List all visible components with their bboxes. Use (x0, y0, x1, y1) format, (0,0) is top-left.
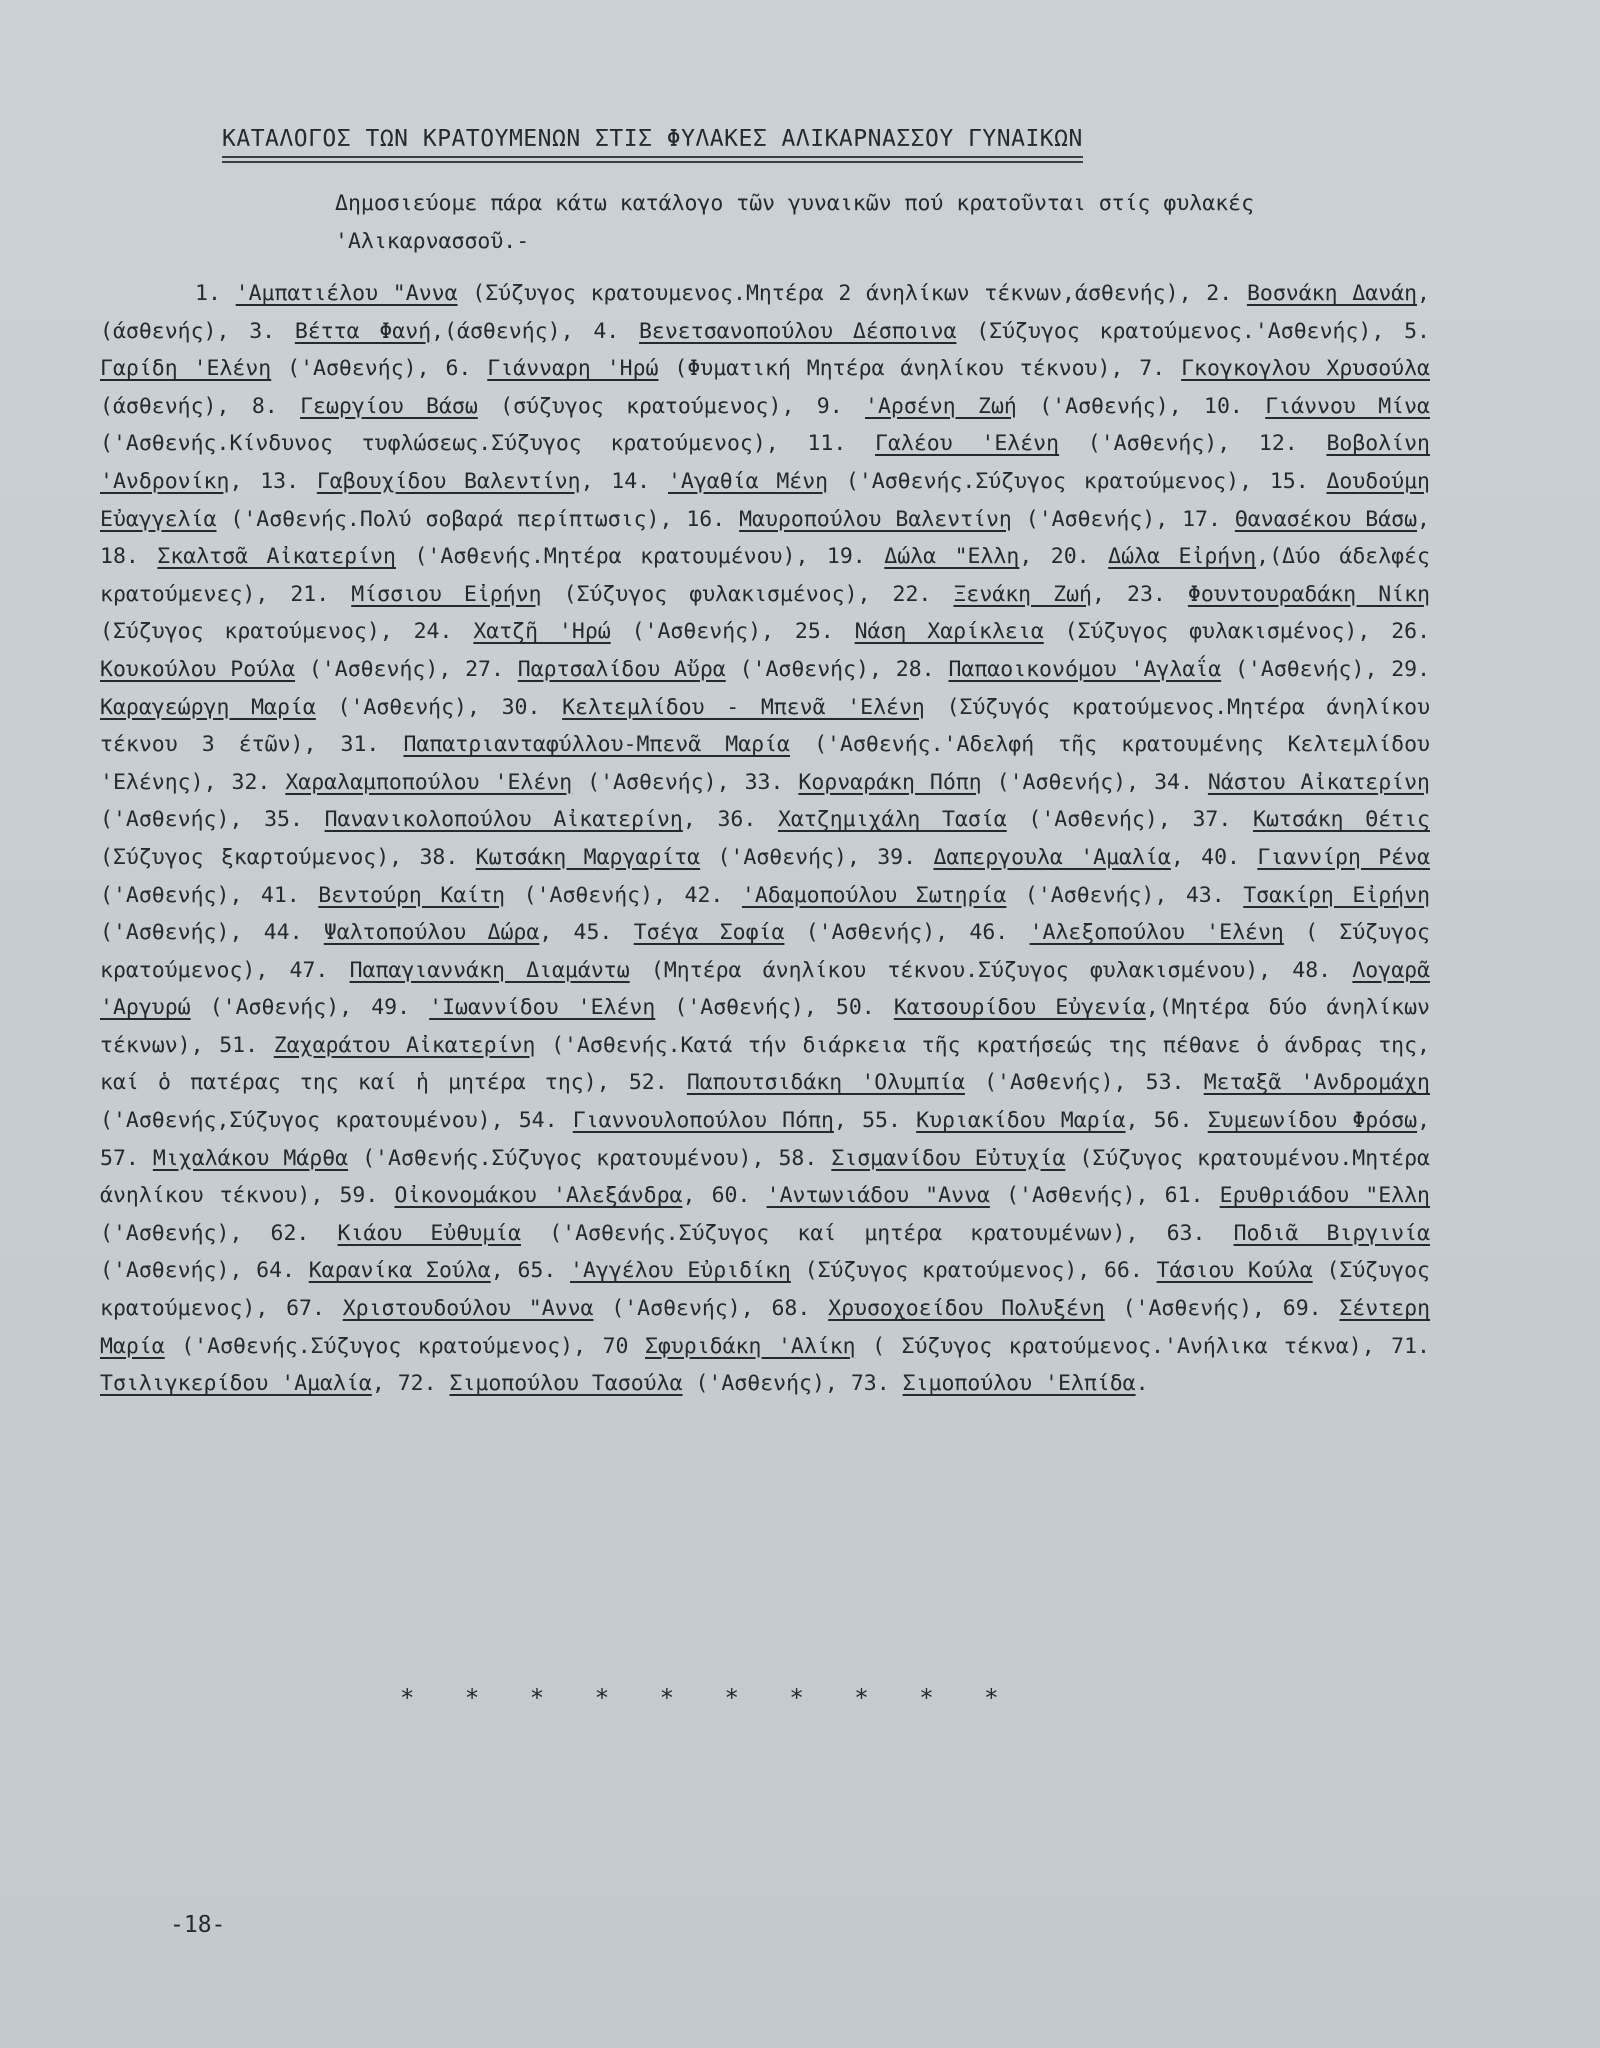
entry-note: ('Ασθενής,Σύζυγος κρατουμένου) (100, 1108, 491, 1134)
entry-name: Πανανικολοπούλου Αἰκατερίνη (324, 807, 683, 833)
entry-number: 42. (684, 882, 724, 908)
entry-number: 52. (628, 1070, 668, 1096)
entry-number: 55. (862, 1108, 901, 1134)
entry-name: Βέττα Φανή (294, 318, 432, 344)
entry-name: Φουντουραδάκη Νίκη (1187, 581, 1431, 607)
list-item (339, 1183, 682, 1208)
entry-name: Βοσνάκη Δανάη (1246, 281, 1418, 306)
entry-number: 17. (1182, 506, 1221, 532)
list-item (419, 845, 846, 870)
entry-note: ('Ασθενής.Σύζυγος κρατούμενος) (181, 1333, 574, 1359)
entry-name: Ξενάκη Ζωή (953, 581, 1092, 607)
entry-number: 35. (264, 807, 303, 833)
entry-number: 29. (1391, 656, 1431, 682)
entry-name: Ερυθριάδου "Ελλη (1219, 1183, 1431, 1209)
entry-note: ('Ασθενής) (1234, 656, 1365, 682)
entry-name: 'Αγαθία Μένη (667, 468, 829, 494)
list-item (851, 1371, 1149, 1396)
entry-note: ,(άσθενής) (431, 318, 561, 344)
entry-name: Χρυσοχοείδου Πολυξένη (828, 1296, 1105, 1322)
entry-name: Κουκούλου Ρούλα (100, 656, 296, 682)
entry-number: 25. (794, 619, 834, 645)
list-item (261, 883, 653, 908)
entry-name: Παρτσαλίδου Αὔρα (517, 656, 726, 682)
entry-number: 10. (1204, 393, 1243, 419)
entry-number: 6. (445, 356, 472, 382)
entry-number: 67. (286, 1296, 325, 1322)
entry-note: (Σύζυγός κρατούμενος.Μητέρα άνηλίκου τέκνου 3 έτῶν) (100, 694, 1431, 758)
entry-name: Βενετσανοπούλου Δέσποινα (638, 318, 957, 344)
entry-name: Κιάου Εὐθυμία (337, 1220, 522, 1246)
entry-name: Γιαννουλοπούλου Πόπη (572, 1108, 834, 1134)
entry-name: Γαβουχίδου Βαλεντίνη (316, 468, 581, 494)
entry-note: (Σύζυγος κρατούμενος) (100, 619, 380, 645)
entry-note: ('Ασθενής.Πολύ σοβαρά περίπτωσις) (230, 506, 660, 532)
list-item (195, 281, 1179, 306)
entry-name: Βεντούρη Καίτη (318, 882, 506, 908)
entry-number: 16. (686, 506, 726, 532)
entry-number: 71. (1391, 1333, 1431, 1359)
entry-number: 45. (573, 920, 613, 946)
list-item (817, 394, 1169, 419)
entry-name: Ζαχαράτου Αἰκατερίνη (273, 1032, 536, 1058)
entry-number: 54. (518, 1108, 558, 1134)
entry-number: 62. (270, 1220, 310, 1246)
entry-number: 38. (419, 844, 459, 870)
entry-note: ('Ασθενής) (523, 882, 654, 908)
list-item (574, 920, 936, 945)
entry-note: ('Ασθενής) (337, 694, 467, 720)
entry-note: ( Σύζυγος κρατούμενος.'Ανήλικα τέκνα) (872, 1333, 1362, 1359)
list-item (371, 995, 804, 1020)
prisoner-list: 1. 'Αμπατιέλου "Αννα (Σύζυγος κρατουμενος.Μητέρα 2 άνηλίκων τέκνων,άσθενής), 2. Βοσνάκη Δανάη,(άσθενής), 3. Βέττα Φανή,(άσθενής), 4. Βενετσανοπούλου Δέσποινα (Σύζυγος κρατούμενος.'Ασθενής), 5. Γαρίδη 'Ελένη ('Ασθενής), 6. Γιάνναρη 'Ηρώ (Φυματική Μητέρα άνηλίκου τέκνου), 7. Γκογκογλου Χρυσούλα (άσθενής), 8. Γεωργίου Βάσω (σύζυγος κρατούμενος), 9. 'Αρσένη Ζωή ('Ασθενής), 10. Γιάννου Μίνα ('Ασθενής.Κίνδυνος τυφλώσεως.Σύζυγος κρατούμενος), 11. Γαλέου 'Ελένη ('Ασθενής), 12. Βοβολίνη 'Ανδρονίκη, 13. Γαβουχίδου Βαλεντίνη, 14. 'Αγαθία Μένη ('Ασθενής.Σύζυγος κρατούμενος), 15. Δουδούμη Εὐαγγελία ('Ασθενής.Πολύ σοβαρά περίπτωσις), 16. Μαυροπούλου Βαλεντίνη ('Ασθενής), 17. Θανασέκου Βάσω, 18. Σκαλτσᾶ Αἰκατερίνη ('Ασθενής.Μητέρα κρατουμένου), 19. Δώλα "Ελλη, 20. Δώλα Εἰρήνη,(Δύο άδελφές κρατούμενες), 21. Μίσσιου Εἰρήνη (Σύζυγος φυλακισμένος), 22. Ξενάκη Ζωή, 23. Φουντουραδάκη Νίκη (Σύζυγος κρατούμενος), 24. Χατζῆ 'Ηρώ ('Ασθενής), 25. Νάση Χαρίκλεια (Σύζυγος φυλακισμένος), 26. Κουκούλου Ρούλα ('Ασθενής), 27. Παρτσαλίδου Αὔρα ('Ασθενής), 28. Παπαοικονόμου 'Αγλαΐα ('Ασθενής), 29. Καραγεώργη Μαρία ('Ασθενής), 30. Κελτεμλίδου - Μπενᾶ 'Ελένη (Σύζυγός κρατούμενος.Μητέρα άνηλίκου τέκνου 3 έτῶν), 31. Παπατριανταφύλλου-Μπενᾶ Μαρία ('Ασθενής.'Αδελφή τῆς κρατουμένης Κελτεμλίδου 'Ελένης), 32. Χαραλαμποπούλου 'Ελένη ('Ασθενής), 33. Κορναράκη Πόπη ('Ασθενής), 34. Νάστου Αἰκατερίνη ('Ασθενής), 35. Πανανικολοπούλου Αἰκατερίνη, 36. Χατζημιχάλη Τασία ('Ασθενής), 37. Κωτσάκη Θέτις (Σύζυγος ξκαρτούμενος), 38. Κωτσάκη Μαργαρίτα ('Ασθενής), 39. Δαπεργουλα 'Αμαλία, 40. Γιαννίρη Ρένα ('Ασθενής), 41. Βεντούρη Καίτη ('Ασθενής), 42. 'Αδαμοπούλου Σωτηρία ('Ασθενής), 43. Τσακίρη Εἰρήνη ('Ασθενής), 44. Ψαλτοπούλου Δώρα, 45. Τσέγα Σοφία ('Ασθενής), 46. 'Αλεξοπούλου 'Ελένη ( Σύζυγος κρατούμενος), 47. Παπαγιαννάκη Διαμάντω (Μητέρα άνηλίκου τέκνου.Σύζυγος φυλακισμένου), 48. Λογαρᾶ 'Αργυρώ ('Ασθενής), 49. 'Ιωαννίδου 'Ελένη ('Ασθενής), 50. Κατσουρίδου Εὐγενία,(Μητέρα δύο άνηλίκων τέκνων), 51. Ζαχαράτου Αἰκατερίνη ('Ασθενής.Κατά τήν διάρκεια τῆς κρατήσεώς της πέθανε ὁ άνδρας της, καί ὁ πατέρας της καί ἡ μητέρα της), 52. Παπουτσιδάκη 'Ολυμπία ('Ασθενής), 53. Μεταξᾶ 'Ανδρομάχη ('Ασθενής,Σύζυγος κρατουμένου), 54. Γιαννουλοπούλου Πόπη, 55. Κυριακίδου Μαρία, 56. Συμεωνίδου Φρόσω, 57. Μιχαλάκου Μάρθα ('Ασθενής.Σύζυγος κρατουμένου), 58. Σισμανίδου Εὐτυχία (Σύζυγος κρατουμένου.Μητέρα άνηλίκου τέκνου), 59. Οἰκονομάκου 'Αλεξάνδρα, 60. 'Αντωνιάδου "Αννα ('Ασθενής), 61. Ερυθριάδου "Ελλη ('Ασθενής), 62. Κιάου Εὐθυμία ('Ασθενής.Σύζυγος καί μητέρα κρατουμένων), 63. Ποδιᾶ Βιργινία ('Ασθενής), 64. Καρανίκα Σούλα, 65. 'Αγγέλου Εὐριδίκη (Σύζυγος κρατούμενος), 66. Τάσιου Κούλα (Σύζυγος κρατούμενος), 67. Χριστουδούλου "Αννα ('Ασθενής), 68. Χρυσοχοείδου Πολυξένη ('Ασθενής), 69. Σέντερη Μαρία ('Ασθενής.Σύζυγος κρατούμενος), 70 Σφυριδάκη 'Αλίκη ( Σύζυγος κρατούμενος.'Ανήλικα τέκνα), 71. Τσιλιγκερίδου 'Αμαλία, 72. Σιμοπούλου Τασούλα ('Ασθενής), 73. Σιμοπούλου 'Ελπίδα. (100, 281, 1431, 1397)
entry-number: 27. (465, 656, 504, 682)
entry-name: 'Αδαμοπούλου Σωτηρία (741, 882, 1007, 908)
entry-note: ('Ασθενής) (1028, 807, 1158, 833)
entry-note: ( Σύζυγος κρατούμενος) (100, 920, 1431, 983)
entry-note: (Σύζυγος κρατούμενος) (804, 1258, 1078, 1284)
entry-name: Χαραλαμποπούλου 'Ελένη (285, 769, 573, 795)
entry-number: 72. (397, 1371, 437, 1397)
list-item (286, 1296, 741, 1321)
list-item (1154, 1108, 1417, 1133)
entry-number: 65. (517, 1258, 557, 1284)
entry-name: Κυριακίδου Μαρία (916, 1108, 1126, 1134)
entry-note: (Σύζυγος φυλακισμένος) (563, 581, 858, 607)
entry-note: ,(Μητέρα δύο άνηλίκων τέκνων) (100, 995, 1431, 1058)
entry-number: 12. (1258, 431, 1298, 457)
entry-number: 4. (593, 318, 620, 344)
list-item (827, 544, 1019, 569)
entry-note: ('Ασθενής) (587, 769, 717, 795)
entry-name: Δώλα "Ελλη (884, 544, 1020, 570)
entry-name: Νάστου Αἰκατερίνη (1207, 769, 1431, 795)
entry-note: ('Ασθενής.Μητέρα κρατουμένου) (414, 544, 796, 570)
entry-number: 50. (835, 995, 875, 1021)
entry-note: (Σύζυγος φυλακισμένος) (1064, 619, 1358, 645)
entry-number: 2. (1206, 281, 1233, 306)
entry-number: 56. (1153, 1108, 1193, 1134)
entry-number: 37. (1192, 807, 1232, 833)
entry-number: 39. (877, 844, 917, 870)
entry-name: 'Αλεξοπούλου 'Ελένη (1029, 920, 1284, 946)
entry-name: Σιμοπούλου 'Ελπίδα (902, 1371, 1136, 1397)
entry-number: 3. (249, 318, 276, 344)
entry-note: ,(Δύο άδελφές κρατούμενες) (100, 544, 1430, 607)
entry-name: Καραγεώργη Μαρία (100, 694, 316, 720)
entry-note: ('Ασθενής.'Αδελφή τῆς κρατουμένης Κελτεμλίδου 'Ελένης) (100, 732, 1430, 795)
list-item (685, 883, 1155, 908)
entry-note: ('Ασθενής) (100, 807, 230, 833)
entry-name: Ποδιᾶ Βιργινία (1233, 1220, 1431, 1246)
list-item (100, 1146, 752, 1171)
entry-number: 24. (413, 619, 453, 645)
entry-note: (Σύζυγος ξκαρτούμενος) (100, 844, 390, 870)
list-item (717, 807, 1157, 832)
entry-number: 31. (340, 732, 380, 758)
entry-number: 9. (816, 393, 843, 419)
entry-number: 13. (260, 468, 300, 494)
list-item (603, 1334, 1362, 1359)
entry-name: Δαπεργουλα 'Αμαλία (933, 844, 1171, 870)
entry-name: Παπατριανταφύλλου-Μπενᾶ Μαρία (403, 732, 790, 758)
entry-name: Γιαννίρη Ρένα (1257, 844, 1431, 870)
entry-note: (άσθενής) (100, 393, 217, 419)
entry-number: 51. (219, 1032, 259, 1058)
entry-number: 34. (1154, 769, 1193, 795)
entry-name: Τσακίρη Εἰρήνη (1243, 882, 1431, 908)
entry-number: 66. (1103, 1258, 1143, 1284)
entry-name: Γαρίδη 'Ελένη (100, 356, 272, 382)
entry-name: Κωτσάκη Θέτις (1253, 807, 1430, 833)
entry-number: 41. (260, 882, 300, 908)
entry-note: ('Ασθενής) (1025, 506, 1156, 532)
entry-number: 49. (371, 995, 411, 1021)
entry-number: 11. (807, 431, 847, 457)
entry-name: Οἰκονομάκου 'Αλεξάνδρα (394, 1183, 683, 1209)
entry-name: Γιάννου Μίνα (1265, 393, 1430, 419)
entry-name: Μεταξᾶ 'Ανδρομάχη (1203, 1070, 1430, 1096)
list-item (686, 507, 1155, 532)
entry-name: Ψαλτοπούλου Δώρα (323, 920, 540, 946)
entry-name: Κατσουρίδου Εὐγενία (893, 995, 1146, 1021)
entry-note: ('Ασθενής) (805, 920, 936, 946)
entry-name: Δουδούμη Εὐαγγελία (100, 468, 1431, 532)
document-title: ΚΑΤΑΛΟΓΟΣ ΤΩΝ ΚΡΑΤΟΥΜΕΝΩΝ ΣΤΙΣ ΦΥΛΑΚΕΣ ΑΛΙΚΑΡΝΑΣΣΟΥ ΓΥΝΑΙΚΩΝ (222, 126, 1083, 158)
entry-name: Σέντερη Μαρία (100, 1296, 1431, 1359)
entry-number: 58. (778, 1145, 818, 1171)
entry-name: 'Αρσένη Ζωή (865, 393, 1017, 419)
list-item (611, 469, 1239, 494)
entry-note: (Σύζυγος κρατουμένου.Μητέρα άνηλίκου τέκνου) (100, 1145, 1430, 1209)
entry-name: Χατζημιχάλη Τασία (777, 807, 1007, 833)
list-item (896, 657, 1365, 682)
entry-name: Συμεωνίδου Φρόσω (1207, 1108, 1418, 1134)
entry-note: (σύζυγος κρατούμενος) (500, 393, 782, 419)
entry-number: 73. (850, 1371, 890, 1397)
entry-number: 33. (744, 769, 784, 795)
entry-name: 'Αντωνιάδου "Αννα (766, 1183, 990, 1209)
entry-number: 1. (195, 281, 221, 306)
entry-note: (Μητέρα άνηλίκου τέκνου.Σύζυγος φυλακισμένου) (650, 957, 1259, 983)
entry-name: Σκαλτσᾶ Αἰκατερίνη (157, 544, 396, 570)
entry-number: 59. (339, 1183, 379, 1209)
entry-number: 43. (1185, 882, 1225, 908)
entry-name: Τσέγα Σοφία (633, 920, 785, 946)
entry-name: Κορναράκη Πόπη (798, 769, 982, 795)
entry-name: Σφυριδάκη 'Αλίκη (644, 1333, 856, 1359)
list-item (629, 1070, 1114, 1095)
entry-number: 22. (892, 581, 932, 607)
entry-note: ('Ασθενής) (611, 1296, 741, 1322)
entry-note: ('Ασθενής.Κίνδυνος τυφλώσεως.Σύζυγος κρατούμενος) (100, 431, 766, 457)
list-item (1182, 507, 1417, 532)
entry-name: Σισμανίδου Εὐτυχία (831, 1145, 1066, 1171)
entry-note: ('Ασθενής) (1006, 1183, 1136, 1209)
entry-note: ,(άσθενής) (100, 281, 1430, 344)
list-item (519, 1108, 834, 1133)
intro-paragraph: Δημοσιεύομε πάρα κάτω κατάλογο τῶν γυναικῶν πού κρατοῦνται στίς φυλακές 'Αλικαρνασσοῦ.- (335, 191, 1255, 254)
entry-name: Παπαγιαννάκη Διαμάντω (349, 957, 630, 983)
entry-name: Μίσσιου Εἰρήνη (351, 581, 542, 607)
entry-note: ('Ασθενής) (1122, 1296, 1253, 1322)
list-item (445, 356, 1110, 381)
list-item (260, 469, 580, 494)
entry-number: 14. (611, 468, 651, 494)
entry-note: ('Ασθενής) (631, 619, 762, 645)
entry-name: Γκογκογλου Χρυσούλα (1181, 356, 1430, 382)
entry-number: 15. (1269, 468, 1309, 494)
entry-number: 61. (1164, 1183, 1204, 1209)
entry-number: 60. (711, 1183, 751, 1209)
entry-note: (Φυματική Μητέρα άνηλίκου τέκνου) (674, 356, 1111, 382)
entry-name: Γιάνναρη 'Ηρώ (487, 356, 659, 382)
entry-note: ('Ασθενής) (100, 1258, 230, 1284)
entry-number: 19. (826, 544, 866, 570)
separator-stars: * * * * * * * * * * (400, 1684, 999, 1712)
entry-number: 69. (1282, 1296, 1322, 1322)
entry-note: ('Ασθενής) (100, 920, 230, 946)
list-item (771, 1296, 1252, 1321)
entry-number: 8. (251, 393, 278, 419)
list-item (100, 544, 795, 569)
entry-note: ('Ασθενής) (674, 995, 804, 1021)
list-item (517, 1258, 1077, 1283)
entry-name: Κωτσάκη Μαργαρίτα (475, 844, 701, 870)
entry-number: 28. (895, 656, 935, 682)
list-item (398, 1371, 825, 1396)
list-item (862, 1108, 1125, 1133)
list-item (877, 845, 1171, 870)
entry-note: ('Ασθενής.Σύζυγος καί μητέρα κρατουμένων) (549, 1220, 1126, 1246)
entry-name: Τάσιου Κούλα (1156, 1258, 1313, 1284)
list-item (232, 770, 717, 795)
entry-number: 44. (263, 920, 303, 946)
entry-number: 7. (1139, 356, 1166, 382)
entry-number: 46. (969, 920, 1009, 946)
entry-number: 40. (1201, 844, 1240, 870)
list-item (264, 807, 683, 832)
entry-number: 30. (501, 694, 541, 720)
entry-note: ('Ασθενής.Κατά τήν διάρκεια τῆς κρατήσεώς της πέθανε ὁ άνδρας της, καί ὁ πατέρας της καί ἡ μητέρα της) (100, 1032, 1430, 1096)
entry-number: 32. (231, 769, 271, 795)
entry-name: Μιχαλάκου Μάρθα (152, 1145, 349, 1171)
entry-name: Γεωργίου Βάσω (300, 393, 478, 419)
entry-number: 18. (100, 544, 139, 570)
list-item (256, 1258, 491, 1283)
entry-note: (Σύζυγος κρατούμενος.'Ασθενής) (976, 318, 1372, 344)
entry-name: Καρανίκα Σούλα (308, 1258, 491, 1284)
entry-note: (Σύζυγος κρατούμενος) (100, 1258, 1430, 1322)
entry-number: 70 (602, 1333, 629, 1359)
entry-note: ('Ασθενής) (100, 882, 230, 908)
entry-number: 68. (771, 1296, 811, 1322)
entry-name: Κελτεμλίδου - Μπενᾶ 'Ελένη (562, 694, 925, 720)
list-item (745, 770, 1127, 795)
entry-name: Βοβολίνη 'Ανδρονίκη (100, 431, 1431, 494)
entry-name: Θανασέκου Βάσω (1234, 506, 1418, 532)
entry-note: ('Ασθενής) (1087, 431, 1218, 457)
entry-name: 'Αμπατιέλου "Αννα (235, 281, 458, 306)
entry-note: ('Ασθενής) (996, 769, 1127, 795)
entry-number: 21. (290, 581, 330, 607)
entry-note: ('Ασθενής) (1039, 393, 1169, 419)
entry-note: ('Ασθενής) (1024, 882, 1155, 908)
list-item (290, 958, 1259, 983)
list-item (465, 657, 869, 682)
entry-name: Δώλα Εἰρήνη (1108, 544, 1257, 570)
entry-number: 47. (289, 957, 329, 983)
entry-number: 36. (717, 807, 757, 833)
entry-note: ('Ασθενής) (308, 656, 439, 682)
entry-number: 5. (1404, 318, 1430, 344)
list-item (795, 619, 1357, 644)
entry-number: 48. (1292, 957, 1332, 983)
entry-number: 26. (1391, 619, 1431, 645)
entry-note: ('Ασθενής) (739, 656, 870, 682)
list-item (264, 920, 540, 945)
list-item (593, 319, 1371, 344)
list-item (249, 319, 560, 344)
entry-name: Γαλέου 'Ελένη (875, 431, 1060, 457)
entry-note: ('Ασθενής.Σύζυγος κρατουμένου) (362, 1145, 752, 1171)
entry-number: 23. (1127, 581, 1166, 607)
entry-note: ('Ασθενής) (100, 1220, 230, 1246)
entry-name: Σιμοπούλου Τασούλα (449, 1371, 683, 1397)
entry-note: ('Ασθενής) (209, 995, 340, 1021)
entry-note: ('Ασθενής) (695, 1371, 825, 1397)
page-number: -18- (170, 1912, 226, 1938)
entry-name: Χατζῆ 'Ηρώ (473, 619, 611, 645)
entry-note: . (1135, 1371, 1149, 1397)
list-item (414, 619, 761, 644)
entry-name: Μαυροπούλου Βαλεντίνη (739, 506, 1012, 532)
entry-name: Νάση Χαρίκλεια (854, 619, 1044, 645)
entry-note: ('Ασθενής.Σύζυγος κρατούμενος) (845, 468, 1240, 494)
entry-number: 53. (1145, 1070, 1185, 1096)
entry-number: 20. (1050, 544, 1090, 570)
entry-name: Χριστουδούλου "Αννα (342, 1296, 594, 1322)
list-item (271, 1221, 1126, 1246)
list-item (712, 1183, 1136, 1208)
entry-name: Λογαρᾶ 'Αργυρώ (100, 957, 1431, 1021)
entry-name: 'Ιωαννίδου 'Ελένη (429, 995, 656, 1021)
list-item (807, 431, 1217, 456)
entry-name: 'Αγγέλου Εὐριδίκη (570, 1258, 791, 1284)
entry-name: Παπαοικονόμου 'Αγλαΐα (948, 656, 1222, 682)
entry-note: ('Ασθενής) (287, 356, 417, 382)
entry-note: ('Ασθενής) (717, 844, 847, 870)
entry-name: Παπουτσιδάκη 'Ολυμπία (686, 1070, 965, 1096)
list-item (893, 582, 1092, 607)
entry-number: 57. (100, 1145, 139, 1171)
list-item (252, 394, 782, 419)
entry-number: 64. (256, 1258, 295, 1284)
entry-note: ('Ασθενής) (984, 1070, 1114, 1096)
list-item (290, 582, 857, 607)
entry-name: Τσιλιγκερίδου 'Αμαλία (100, 1371, 372, 1397)
entry-number: 63. (1166, 1220, 1206, 1246)
entry-note: (Σύζυγος κρατουμενος.Μητέρα 2 άνηλίκων τέκνων,άσθενής) (472, 281, 1179, 306)
